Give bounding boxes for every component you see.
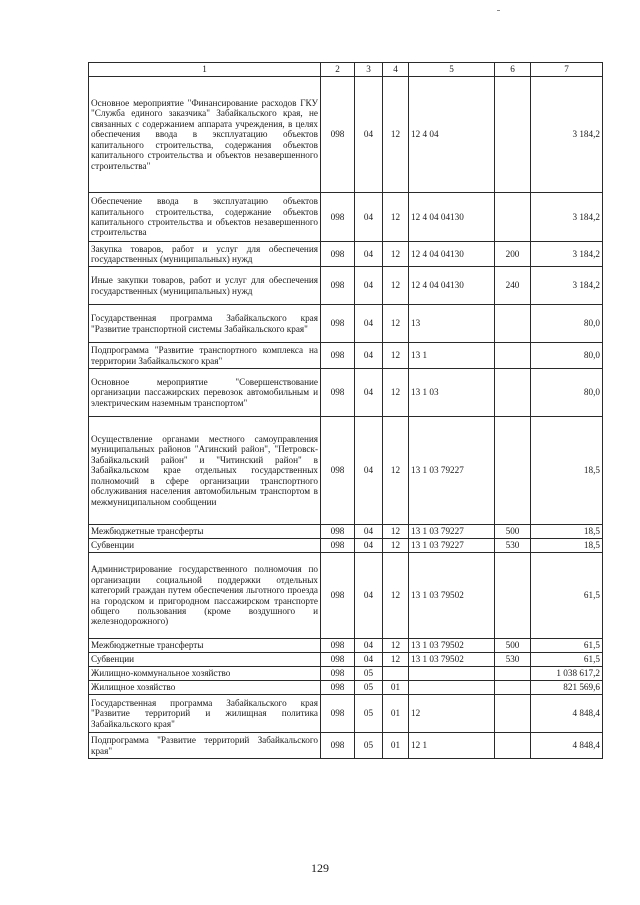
cell-col-3: 04 [355, 267, 383, 305]
cell-col-7: 80,0 [531, 343, 603, 369]
cell-col-4: 12 [383, 242, 409, 267]
cell-col-5: 12 4 04 04130 [409, 242, 495, 267]
cell-col-6: 530 [495, 653, 531, 667]
cell-col-3: 04 [355, 539, 383, 553]
cell-col-7: 80,0 [531, 305, 603, 343]
cell-col-4: 12 [383, 193, 409, 242]
cell-col-4: 12 [383, 553, 409, 639]
cell-col-4: 12 [383, 343, 409, 369]
cell-col-2: 098 [321, 193, 355, 242]
table-row [89, 695, 603, 733]
cell-col-3: 04 [355, 369, 383, 417]
table-row [89, 305, 603, 343]
cell-col-2: 098 [321, 653, 355, 667]
cell-col-7: 3 184,2 [531, 267, 603, 305]
cell-col-3: 04 [355, 343, 383, 369]
cell-col-3: 05 [355, 681, 383, 695]
table-row [89, 77, 603, 193]
cell-col-2: 098 [321, 305, 355, 343]
cell-col-3: 04 [355, 77, 383, 193]
table-row [89, 343, 603, 369]
cell-col-4: 12 [383, 653, 409, 667]
cell-col-7: 1 038 617,2 [531, 667, 603, 681]
table-row [89, 267, 603, 305]
cell-col-3: 04 [355, 525, 383, 539]
header-col-1: 1 [89, 63, 321, 77]
cell-col-2: 098 [321, 539, 355, 553]
header-col-5: 5 [409, 63, 495, 77]
cell-col-6: 240 [495, 267, 531, 305]
header-col-6: 6 [495, 63, 531, 77]
cell-col-6: 500 [495, 525, 531, 539]
cell-col-7: 3 184,2 [531, 77, 603, 193]
table-row [89, 733, 603, 759]
row-name: Обеспечение ввода в эксплуатацию объектов капитального строительства, содержание объектов капитального строительства и объектов незавершенного строительства [89, 193, 321, 242]
cell-col-2: 098 [321, 369, 355, 417]
page-number: 129 [311, 861, 329, 875]
cell-col-7: 61,5 [531, 653, 603, 667]
cell-col-4: 01 [383, 681, 409, 695]
row-name: Иные закупки товаров, работ и услуг для обеспечения государственных (муниципальных) нужд [89, 267, 321, 305]
cell-col-4: 12 [383, 77, 409, 193]
cell-col-7: 3 184,2 [531, 242, 603, 267]
row-name: Государственная программа Забайкальского края "Развитие территорий и жилищная политика Забайкальского края" [89, 695, 321, 733]
cell-col-3: 04 [355, 639, 383, 653]
header-col-4: 4 [383, 63, 409, 77]
cell-col-3: 04 [355, 653, 383, 667]
table-row [89, 417, 603, 525]
table-header [89, 63, 603, 77]
cell-col-4: 01 [383, 733, 409, 759]
table-body [89, 77, 603, 759]
cell-col-2: 098 [321, 667, 355, 681]
cell-col-7: 18,5 [531, 525, 603, 539]
row-name: Осуществление органами местного самоуправления муниципальных районов "Агинский район", "Петровск-Забайкальский район" и "Читинский район" в Забайкальском крае отдельных государственных полномочий в сфере организации транспортного обслуживания населения автомобильным транспортом в межмуниципальном сообщении [89, 417, 321, 525]
cell-col-6: 500 [495, 639, 531, 653]
header-col-2: 2 [321, 63, 355, 77]
cell-col-6: 200 [495, 242, 531, 267]
cell-col-2: 098 [321, 267, 355, 305]
cell-col-4: 12 [383, 417, 409, 525]
cell-col-7: 80,0 [531, 369, 603, 417]
row-name: Жилищное хозяйство [89, 681, 321, 695]
cell-col-6 [495, 695, 531, 733]
cell-col-5: 12 1 [409, 733, 495, 759]
row-name: Основное мероприятие "Совершенствование организации пассажирских перевозок автомобильным и электрическим наземным транспортом" [89, 369, 321, 417]
cell-col-6 [495, 681, 531, 695]
cell-col-2: 098 [321, 525, 355, 539]
table-row [89, 681, 603, 695]
cell-col-5: 13 1 03 79502 [409, 553, 495, 639]
table-row [89, 639, 603, 653]
cell-col-7: 61,5 [531, 553, 603, 639]
cell-col-5: 13 1 03 79227 [409, 539, 495, 553]
cell-col-5 [409, 681, 495, 695]
row-name: Подпрограмма "Развитие территорий Забайкальского края" [89, 733, 321, 759]
cell-col-5: 13 1 03 79227 [409, 525, 495, 539]
cell-col-7: 821 569,6 [531, 681, 603, 695]
cell-col-4 [383, 667, 409, 681]
cell-col-5: 13 1 03 79227 [409, 417, 495, 525]
row-name: Основное мероприятие "Финансирование расходов ГКУ "Служба единого заказчика" Забайкальского края, не связанных с содержанием аппарата учреждения, в целях обеспечения ввода в эксплуатацию объектов капитального строительства, содержания объектов капитального строительства и объектов незавершенного строительства" [89, 77, 321, 193]
cell-col-2: 098 [321, 77, 355, 193]
table-row [89, 653, 603, 667]
table-row [89, 539, 603, 553]
cell-col-5: 13 1 03 [409, 369, 495, 417]
cell-col-2: 098 [321, 695, 355, 733]
cell-col-6: 530 [495, 539, 531, 553]
cell-col-2: 098 [321, 242, 355, 267]
table-row [89, 369, 603, 417]
cell-col-3: 05 [355, 733, 383, 759]
header-row [89, 63, 603, 77]
row-name: Администрирование государственного полномочия по организации социальной поддержки отдельных категорий граждан путем обеспечения льготного проезда на городском и пригородном пассажирском транспорте общего пользования (кроме воздушного и железнодорожного) [89, 553, 321, 639]
cell-col-7: 61,5 [531, 639, 603, 653]
row-name: Межбюджетные трансферты [89, 525, 321, 539]
row-name: Государственная программа Забайкальского края "Развитие транспортной системы Забайкальского края" [89, 305, 321, 343]
table-row [89, 193, 603, 242]
cell-col-4: 12 [383, 369, 409, 417]
row-name: Субвенции [89, 653, 321, 667]
cell-col-3: 05 [355, 667, 383, 681]
cell-col-5: 12 4 04 [409, 77, 495, 193]
cell-col-7: 18,5 [531, 417, 603, 525]
cell-col-7: 3 184,2 [531, 193, 603, 242]
cell-col-2: 098 [321, 417, 355, 525]
table-row [89, 242, 603, 267]
cell-col-3: 04 [355, 305, 383, 343]
cell-col-2: 098 [321, 553, 355, 639]
cell-col-3: 04 [355, 417, 383, 525]
cell-col-5: 12 4 04 04130 [409, 267, 495, 305]
cell-col-3: 05 [355, 695, 383, 733]
table-row [89, 525, 603, 539]
cell-col-5: 13 1 03 79502 [409, 639, 495, 653]
row-name: Закупка товаров, работ и услуг для обеспечения государственных (муниципальных) нужд [89, 242, 321, 267]
cell-col-7: 4 848,4 [531, 733, 603, 759]
cell-col-2: 098 [321, 733, 355, 759]
cell-col-5 [409, 667, 495, 681]
row-name: Межбюджетные трансферты [89, 639, 321, 653]
cell-col-6 [495, 417, 531, 525]
cell-col-4: 12 [383, 305, 409, 343]
cell-col-5: 13 1 [409, 343, 495, 369]
cell-col-6 [495, 733, 531, 759]
cell-col-6 [495, 305, 531, 343]
cell-col-2: 098 [321, 639, 355, 653]
cell-col-6 [495, 667, 531, 681]
cell-col-6 [495, 193, 531, 242]
cell-col-4: 12 [383, 639, 409, 653]
table-row [89, 553, 603, 639]
cell-col-6 [495, 553, 531, 639]
cell-col-3: 04 [355, 553, 383, 639]
cell-col-7: 4 848,4 [531, 695, 603, 733]
cell-col-4: 12 [383, 267, 409, 305]
table-row [89, 667, 603, 681]
cell-col-6 [495, 369, 531, 417]
row-name: Жилищно-коммунальное хозяйство [89, 667, 321, 681]
cell-col-2: 098 [321, 681, 355, 695]
header-col-7: 7 [531, 63, 603, 77]
cell-col-7: 18,5 [531, 539, 603, 553]
cell-col-4: 12 [383, 525, 409, 539]
cell-col-6 [495, 77, 531, 193]
cell-col-4: 12 [383, 539, 409, 553]
cell-col-5: 12 4 04 04130 [409, 193, 495, 242]
cell-col-5: 13 [409, 305, 495, 343]
cell-col-3: 04 [355, 193, 383, 242]
cell-col-2: 098 [321, 343, 355, 369]
scan-speck [497, 10, 500, 11]
cell-col-3: 04 [355, 242, 383, 267]
header-col-3: 3 [355, 63, 383, 77]
row-name: Подпрограмма "Развитие транспортного комплекса на территории Забайкальского края" [89, 343, 321, 369]
cell-col-5: 13 1 03 79502 [409, 653, 495, 667]
cell-col-5: 12 [409, 695, 495, 733]
row-name: Субвенции [89, 539, 321, 553]
cell-col-6 [495, 343, 531, 369]
cell-col-4: 01 [383, 695, 409, 733]
budget-table [88, 62, 603, 759]
